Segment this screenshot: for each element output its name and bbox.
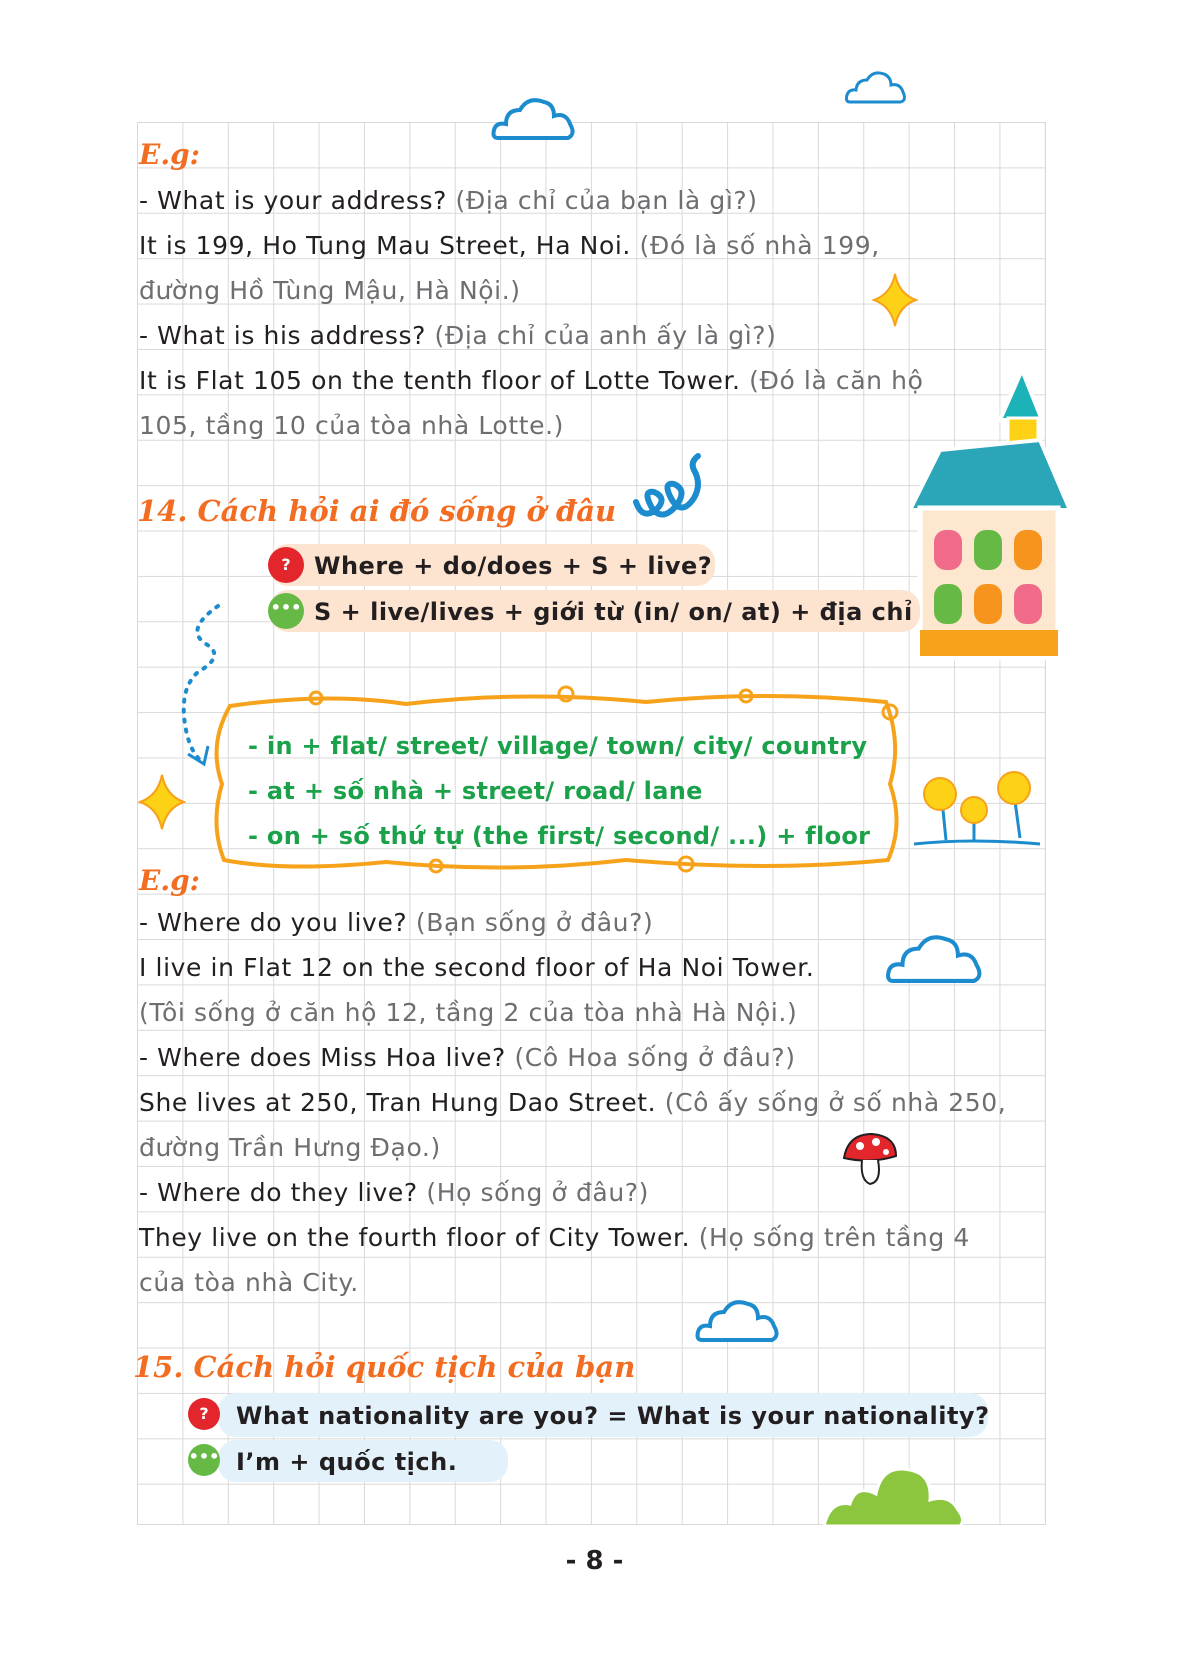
question-bubble-icon: ? <box>188 1398 220 1430</box>
page-number: - 8 - <box>565 1546 624 1576</box>
example-line: - Where do you live? (Bạn sống ở đâu?) <box>139 908 654 937</box>
flowers-illustration <box>912 770 1042 860</box>
preposition-rule: - on + số thứ tự (the first/ second/ ...) + floor <box>248 822 871 850</box>
example-line: She lives at 250, Tran Hung Dao Street. (Cô ấy sống ở số nhà 250, <box>139 1088 1007 1117</box>
section-15-title: 15. Cách hỏi quốc tịch của bạn <box>133 1350 636 1384</box>
question-formula: Where + do/does + S + live? <box>314 552 713 580</box>
answer-formula: S + live/lives + giới từ (in/ on/ at) + địa chỉ <box>314 598 913 626</box>
bush-illustration <box>820 1460 970 1530</box>
example-line: - What is his address? (Địa chỉ của anh ấy là gì?) <box>139 321 777 350</box>
example-line: đường Hồ Tùng Mậu, Hà Nội.) <box>139 276 521 305</box>
example-line: I live in Flat 12 on the second floor of Ha Noi Tower. <box>139 953 815 982</box>
example-line: They live on the fourth floor of City Tower. (Họ sống trên tầng 4 <box>139 1223 970 1252</box>
example-line: - Where do they live? (Họ sống ở đâu?) <box>139 1178 650 1207</box>
answer-bubble-icon: ••• <box>188 1444 220 1476</box>
question-bubble-icon: ? <box>268 547 304 583</box>
example-line: It is 199, Ho Tung Mau Street, Ha Noi. (Đó là số nhà 199, <box>139 231 880 260</box>
preposition-rule: - at + số nhà + street/ road/ lane <box>248 777 703 805</box>
example-line: - What is your address? (Địa chỉ của bạn là gì?) <box>139 186 758 215</box>
cloud-icon <box>490 94 580 144</box>
example-label: E.g: <box>139 864 201 897</box>
answer-bubble-icon: ••• <box>268 593 304 629</box>
swirl-icon <box>632 450 710 522</box>
example-line: - Where does Miss Hoa live? (Cô Hoa sống ở đâu?) <box>139 1043 796 1072</box>
example-line: 105, tầng 10 của tòa nhà Lotte.) <box>139 411 564 440</box>
cloud-icon <box>844 68 908 106</box>
cloud-icon <box>694 1296 784 1346</box>
example-line: của tòa nhà City. <box>139 1268 359 1297</box>
house-illustration <box>910 360 1070 670</box>
preposition-rule: - in + flat/ street/ village/ town/ city/ country <box>248 732 868 760</box>
section-14-title: 14. Cách hỏi ai đó sống ở đâu <box>137 494 617 528</box>
mushroom-icon <box>840 1130 900 1188</box>
example-label: E.g: <box>139 138 201 171</box>
example-line: đường Trần Hưng Đạo.) <box>139 1133 441 1162</box>
sparkle-icon <box>872 272 918 328</box>
cloud-icon <box>884 928 988 990</box>
question-formula: What nationality are you? = What is your nationality? <box>236 1402 990 1430</box>
sparkle-icon <box>138 772 186 832</box>
example-line: (Tôi sống ở căn hộ 12, tầng 2 của tòa nhà Hà Nội.) <box>139 998 798 1027</box>
example-line: It is Flat 105 on the tenth floor of Lotte Tower. (Đó là căn hộ <box>139 366 924 395</box>
answer-formula: I’m + quốc tịch. <box>236 1448 458 1476</box>
